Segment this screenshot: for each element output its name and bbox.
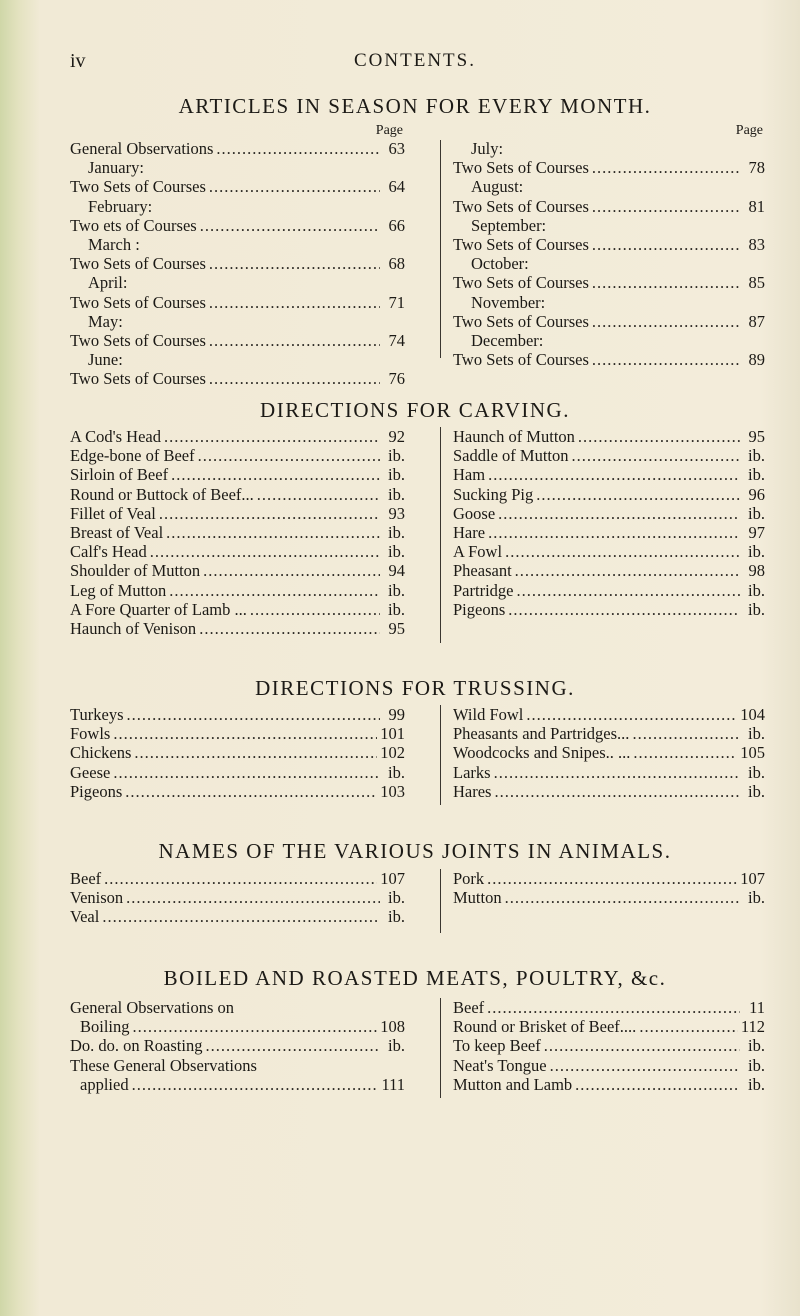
contents-entry [453, 197, 765, 216]
leader-dots [198, 446, 380, 465]
leader-dots [125, 782, 377, 801]
contents-entry [70, 561, 405, 580]
contents-entry [70, 705, 405, 724]
entry-label: Pork [453, 869, 485, 888]
entry-label: Two Sets of Courses [70, 369, 206, 389]
leader-dots [487, 998, 740, 1017]
contents-entry [70, 427, 405, 446]
boiled-right-column [453, 998, 765, 1094]
leader-dots [494, 782, 740, 801]
contents-entry [70, 907, 405, 926]
entry-label: Pigeons [70, 781, 123, 801]
entry-page-number: 103 [380, 781, 405, 801]
leader-dots [127, 705, 381, 724]
month-heading: September: [471, 215, 547, 235]
contents-entry [70, 619, 405, 638]
month-heading: August: [471, 177, 524, 197]
leader-dots [632, 724, 740, 743]
entry-page-number: 105 [740, 743, 765, 763]
carving-left-column [70, 427, 405, 638]
contents-entry [453, 724, 765, 743]
leader-dots [487, 869, 737, 888]
contents-entry [453, 235, 765, 254]
leader-dots [169, 581, 380, 600]
entry-label: Two Sets of Courses [453, 311, 589, 331]
leader-dots [104, 869, 377, 888]
contents-entry [70, 139, 405, 158]
entry-page-number: 89 [748, 350, 765, 370]
entry-page-number: ib. [748, 542, 765, 562]
entry-label: Two Sets of Courses [70, 177, 206, 197]
contents-entry [70, 888, 405, 907]
contents-entry [453, 888, 765, 907]
leader-dots [633, 743, 737, 762]
leader-dots [133, 1017, 378, 1036]
contents-entry [70, 369, 405, 388]
leader-dots [592, 312, 740, 331]
entry-page-number: 95 [748, 427, 765, 446]
entry-label: Venison [70, 888, 124, 908]
trussing-left-column [70, 705, 405, 801]
contents-entry [453, 523, 765, 542]
leader-dots [575, 1075, 740, 1094]
month-heading: May: [88, 311, 123, 331]
entry-page-number: 92 [388, 427, 405, 446]
entry-label: Mutton and Lamb [453, 1074, 573, 1094]
entry-text: General Observations on [70, 998, 235, 1017]
leader-dots [113, 763, 380, 782]
entry-label: Leg of Mutton [70, 580, 167, 600]
entry-page-number: 107 [380, 869, 405, 888]
entry-label: Sirloin of Beef [70, 465, 169, 485]
contents-entry [453, 312, 765, 331]
entry-label: Woodcocks and Snipes.. ... [453, 743, 631, 763]
entry-page-number: ib. [388, 523, 405, 543]
entry-page-number: ib. [388, 542, 405, 562]
entry-label: General Observations [70, 139, 214, 158]
contents-entry [70, 763, 405, 782]
entry-label: A Fowl [453, 542, 503, 562]
entry-page-number: 93 [388, 503, 405, 523]
season-left-column [70, 123, 405, 389]
entry-page-number: 64 [388, 177, 405, 197]
leader-dots [592, 197, 740, 216]
entry-page-number: ib. [388, 446, 405, 466]
contents-entry [70, 293, 405, 312]
entry-label: A Cod's Head [70, 427, 161, 446]
entry-page-number: 95 [388, 619, 405, 639]
entry-label: Goose [453, 503, 496, 523]
contents-entry [453, 273, 765, 292]
entry-page-number: 102 [380, 743, 405, 763]
leader-dots [205, 1036, 380, 1055]
month-heading: January: [88, 158, 144, 178]
contents-entry [70, 600, 405, 619]
entry-label: Beef [70, 869, 102, 888]
month-heading: June: [88, 350, 123, 370]
month-heading: July: [471, 139, 504, 158]
entry-label: Geese [70, 762, 111, 782]
entry-label: Beef [453, 998, 485, 1017]
joints-title: NAMES OF THE VARIOUS JOINTS IN ANIMALS. [158, 839, 672, 863]
entry-page-number: ib. [388, 1036, 405, 1056]
contents-entry [70, 216, 405, 235]
leader-dots [544, 1036, 740, 1055]
entry-label: Fillet of Veal [70, 503, 156, 523]
entry-label: Two Sets of Courses [70, 254, 206, 274]
entry-page-number: ib. [388, 888, 405, 908]
month-heading: March : [88, 235, 140, 255]
leader-dots [505, 888, 740, 907]
contents-entry [70, 446, 405, 465]
entry-label: Mutton [453, 888, 502, 908]
leader-dots [488, 523, 740, 542]
boiled-left-column [70, 998, 405, 1094]
leader-dots [132, 1075, 379, 1094]
entry-label: Hares [453, 781, 492, 801]
contents-entry [70, 485, 405, 504]
entry-page-number: ib. [388, 580, 405, 600]
leader-dots [592, 350, 740, 369]
leader-dots [199, 619, 380, 638]
entry-label: Calf's Head [70, 542, 147, 562]
entry-page-number: 81 [748, 196, 765, 216]
leader-dots [508, 600, 740, 619]
entry-label: Chickens [70, 743, 132, 763]
entry-label: Hare [453, 523, 486, 543]
entry-label: Fowls [70, 724, 111, 744]
leader-dots [126, 888, 380, 907]
entry-label: Two Sets of Courses [453, 158, 589, 178]
contents-entry [453, 542, 765, 561]
entry-page-number: ib. [388, 762, 405, 782]
contents-entry [70, 177, 405, 196]
entry-label: Haunch of Venison [70, 619, 197, 639]
entry-page-number: 96 [748, 484, 765, 504]
leader-dots [494, 763, 740, 782]
contents-entry [453, 581, 765, 600]
month-heading: November: [471, 292, 546, 312]
contents-entry [453, 465, 765, 484]
leader-dots [150, 542, 380, 561]
leader-dots [498, 504, 740, 523]
entry-label: Round or Buttock of Beef... [70, 484, 254, 504]
entry-page-number: ib. [748, 781, 765, 801]
entry-page-number: 76 [388, 369, 405, 389]
leader-dots [203, 561, 380, 580]
contents-entry [453, 1075, 765, 1094]
contents-entry [453, 158, 765, 177]
entry-label: Breast of Veal [70, 523, 164, 543]
contents-entry [453, 869, 765, 888]
column-divider [440, 140, 441, 358]
entry-page-number: ib. [748, 599, 765, 619]
entry-page-number: 66 [388, 215, 405, 235]
leader-dots [592, 273, 740, 292]
contents-entry [70, 1036, 405, 1055]
entry-label: Pigeons [453, 599, 506, 619]
leader-dots [209, 254, 380, 273]
contents-entry [453, 504, 765, 523]
contents-entry [70, 523, 405, 542]
entry-label: Two Sets of Courses [453, 350, 589, 370]
entry-label: Round or Brisket of Beef.... [453, 1017, 637, 1037]
entry-label: Two Sets of Courses [70, 292, 206, 312]
entry-label: Turkeys [70, 705, 124, 724]
leader-dots [592, 158, 740, 177]
leader-dots [209, 331, 380, 350]
entry-label: A Fore Quarter of Lamb ... [70, 599, 247, 619]
joints-left-column [70, 869, 405, 927]
entry-page-number: 98 [748, 561, 765, 581]
contents-entry [453, 561, 765, 580]
leader-dots [536, 485, 740, 504]
entry-label: Veal [70, 907, 100, 927]
entry-page-number: ib. [748, 446, 765, 466]
contents-entry [70, 743, 405, 762]
entry-page-number: 71 [388, 292, 405, 312]
entry-page-number: ib. [748, 888, 765, 908]
contents-entry [453, 743, 765, 762]
contents-entry [70, 1075, 405, 1094]
entry-page-number: ib. [748, 1074, 765, 1094]
contents-entry [453, 782, 765, 801]
entry-page-number: 112 [740, 1017, 765, 1037]
leader-dots [572, 446, 741, 465]
month-heading: February: [88, 196, 153, 216]
contents-entry [70, 542, 405, 561]
leader-dots [164, 427, 380, 446]
entry-page-number: 11 [749, 998, 765, 1017]
leader-dots [166, 523, 380, 542]
entry-page-number: 85 [748, 273, 765, 293]
entry-label: Pheasants and Partridges... [453, 724, 630, 744]
entry-page-number: 74 [388, 331, 405, 351]
column-divider [440, 427, 441, 643]
entry-page-number: ib. [388, 599, 405, 619]
leader-dots [488, 465, 740, 484]
entry-label: applied [80, 1074, 129, 1094]
leader-dots [159, 504, 380, 523]
boiled-title: BOILED AND ROASTED MEATS, POULTRY, &c. [163, 966, 667, 990]
leader-dots [113, 724, 377, 743]
leader-dots [209, 177, 380, 196]
joints-right-column [453, 869, 765, 907]
contents-entry [70, 254, 405, 273]
entry-label: Wild Fowl [453, 705, 524, 724]
entry-label: Edge-bone of Beef [70, 446, 195, 466]
trussing-right-column [453, 705, 765, 801]
leader-dots [216, 139, 380, 158]
entry-page-number: ib. [388, 484, 405, 504]
page-column-header: Page [735, 123, 763, 138]
entry-label: Boiling [80, 1017, 130, 1037]
page-column-header: Page [375, 123, 403, 138]
entry-label: Two ets of Courses [70, 215, 197, 235]
column-divider [440, 869, 441, 933]
contents-entry [70, 782, 405, 801]
page-number: iv [70, 50, 86, 72]
month-heading: October: [471, 254, 529, 274]
entry-page-number: ib. [748, 1055, 765, 1075]
contents-entry [453, 1056, 765, 1075]
leader-dots [250, 600, 380, 619]
entry-page-number: ib. [388, 907, 405, 927]
running-title: CONTENTS. [354, 50, 476, 71]
leader-dots [134, 743, 377, 762]
contents-entry [453, 1017, 765, 1036]
leader-dots [578, 427, 740, 446]
entry-label: Two Sets of Courses [453, 273, 589, 293]
entry-text: These General Observations [70, 1055, 257, 1075]
entry-page-number: ib. [748, 580, 765, 600]
season-title: ARTICLES IN SEASON FOR EVERY MONTH. [178, 94, 652, 118]
month-heading: April: [88, 273, 128, 293]
entry-label: Larks [453, 762, 491, 782]
leader-dots [526, 705, 737, 724]
contents-entry [453, 485, 765, 504]
month-heading: December: [471, 331, 544, 351]
entry-label: Sucking Pig [453, 484, 534, 504]
entry-label: Haunch of Mutton [453, 427, 575, 446]
contents-entry [70, 724, 405, 743]
running-head [70, 50, 760, 74]
leader-dots [200, 216, 380, 235]
leader-dots [515, 561, 740, 580]
leader-dots [209, 369, 380, 388]
contents-entry [453, 446, 765, 465]
entry-page-number: 94 [388, 561, 405, 581]
contents-entry [70, 869, 405, 888]
entry-page-number: 104 [740, 705, 765, 724]
leader-dots [102, 907, 380, 926]
entry-page-number: ib. [748, 465, 765, 485]
entry-label: Pheasant [453, 561, 512, 581]
entry-label: Two Sets of Courses [453, 235, 589, 255]
leader-dots [550, 1056, 740, 1075]
contents-entry [70, 504, 405, 523]
entry-label: Two Sets of Courses [70, 331, 206, 351]
entry-page-number: 87 [748, 311, 765, 331]
entry-page-number: 68 [388, 254, 405, 274]
entry-label: Two Sets of Courses [453, 196, 589, 216]
contents-entry [453, 705, 765, 724]
entry-page-number: 78 [748, 158, 765, 178]
contents-entry [453, 350, 765, 369]
season-right-column [453, 123, 765, 369]
entry-page-number: 101 [380, 724, 405, 744]
leader-dots [592, 235, 740, 254]
entry-page-number: 83 [748, 235, 765, 255]
entry-page-number: ib. [388, 465, 405, 485]
leader-dots [209, 293, 380, 312]
carving-title: DIRECTIONS FOR CARVING. [260, 398, 570, 422]
entry-label: Shoulder of Mutton [70, 561, 201, 581]
entry-label: Ham [453, 465, 486, 485]
contents-entry [70, 331, 405, 350]
entry-label: Partridge [453, 580, 514, 600]
column-divider [440, 705, 441, 805]
entry-label: Saddle of Mutton [453, 446, 569, 466]
entry-page-number: 111 [381, 1074, 405, 1094]
entry-label: Neat's Tongue [453, 1055, 547, 1075]
entry-page-number: 99 [388, 705, 405, 724]
leader-dots [171, 465, 380, 484]
entry-label: Do. do. on Roasting [70, 1036, 203, 1056]
column-divider [440, 998, 441, 1098]
leader-dots [639, 1017, 738, 1036]
entry-page-number: ib. [748, 503, 765, 523]
trussing-title: DIRECTIONS FOR TRUSSING. [255, 676, 575, 700]
leader-dots [516, 581, 740, 600]
entry-page-number: 108 [380, 1017, 405, 1037]
contents-entry [453, 763, 765, 782]
entry-page-number: 63 [388, 139, 405, 158]
entry-page-number: 107 [740, 869, 765, 888]
contents-entry [70, 465, 405, 484]
leader-dots [257, 485, 380, 504]
entry-page-number: 97 [748, 523, 765, 543]
contents-entry [70, 1017, 405, 1036]
entry-page-number: ib. [748, 762, 765, 782]
entry-label: To keep Beef [453, 1036, 541, 1056]
contents-entry [453, 998, 765, 1017]
entry-page-number: ib. [748, 724, 765, 744]
contents-entry [453, 1036, 765, 1055]
contents-entry [453, 427, 765, 446]
leader-dots [505, 542, 740, 561]
contents-entry [70, 581, 405, 600]
carving-right-column [453, 427, 765, 619]
entry-page-number: ib. [748, 1036, 765, 1056]
contents-entry [453, 600, 765, 619]
